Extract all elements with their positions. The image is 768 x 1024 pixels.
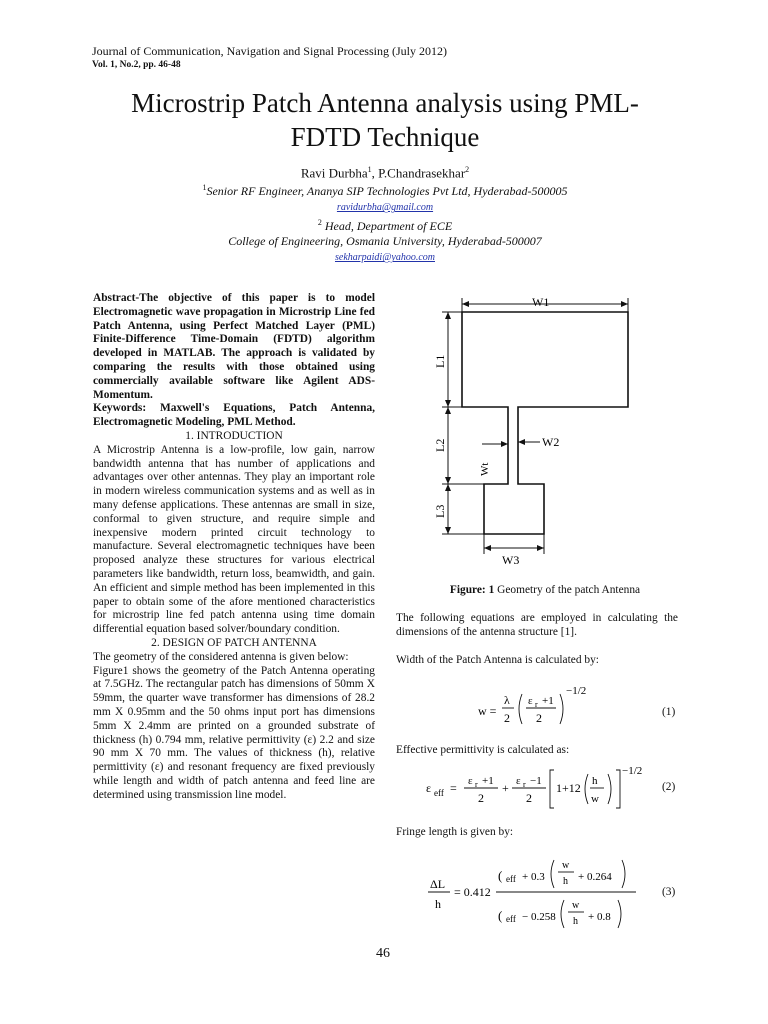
svg-text:=: =: [450, 781, 457, 795]
svg-text:− 0.258: − 0.258: [522, 911, 556, 923]
journal-name: Journal of Communication, Navigation and Signal Processing (July 2012): [92, 44, 447, 58]
svg-text:h: h: [563, 876, 568, 887]
abstract: Abstract-The objective of this paper is to model Electromagnetic wave propagation in Microstrip Line fed Patch Antenna, using Perfect Matched Layer (PML) Finite-Difference Time-Domain (FDTD) algorithm developed in MATLAB. The approach is validated by comparing the results with those obtained using commercially available software like Agilent ADS-Momentum.: [93, 292, 375, 401]
svg-text:+: +: [502, 781, 509, 795]
svg-text:w: w: [572, 900, 580, 911]
aff1-text: Senior RF Engineer, Ananya SIP Technologies Pvt Ltd, Hyderabad-500005: [206, 184, 568, 199]
svg-text:ε: ε: [516, 775, 521, 787]
svg-text:w =: w =: [478, 704, 497, 718]
email-2-link[interactable]: sekharpaidi@yahoo.com: [334, 252, 435, 264]
keywords: Keywords: Maxwell's Equations, Patch Antenna, Electromagnetic Modeling, PML Method.: [93, 402, 375, 429]
author-2: , P.Chandrasekhar: [371, 165, 466, 181]
intro-paragraph: A Microstrip Antenna is a low-profile, low gain, narrow bandwidth antenna that has number of applications and advantages over other antennas. They play an important role in modern wireless communication systems and as well as in many defense applications. These antennas are small in size, conformal to given structure, and require simple and inexpensive modern printed circuit technology to manufacture. Several electromagnetic techniques have been proposed analyze these structures for various electrical parameters like bandwidth, return loss, beamwidth, and gain. An efficient and simple method has been implemented in this paper to obtain some of the afore mentioned characteristics for microstrip line fed patch antenna using time domain differential equation based solver/boundary condition.: [93, 443, 375, 636]
equations-intro: The following equations are employed in calculating the dimensions of the antenna structure [1].: [396, 612, 678, 638]
author-2-sup: 2: [465, 165, 470, 174]
svg-text:w: w: [591, 793, 599, 805]
svg-text:ΔL: ΔL: [430, 877, 446, 891]
l1-label: L1: [433, 354, 447, 368]
figure-caption-label: Figure: 1: [449, 584, 495, 596]
svg-text:eff: eff: [434, 788, 444, 798]
w1-arrow-left: [462, 301, 469, 307]
svg-text:(: (: [498, 868, 503, 883]
svg-text:2: 2: [478, 791, 484, 805]
svg-text:ε: ε: [528, 695, 533, 707]
svg-text:ε: ε: [426, 781, 432, 795]
title-line-2: FDTD Technique: [290, 122, 480, 152]
aff1-sup: 1: [202, 183, 207, 193]
section-design-heading: 2. DESIGN OF PATCH ANTENNA: [151, 636, 317, 649]
svg-text:h: h: [592, 775, 598, 787]
equation-1-number: (1): [662, 706, 676, 718]
w1-arrow-right: [621, 301, 628, 307]
l1-arrow-bottom: [445, 400, 451, 407]
wt-label: Wt: [479, 462, 491, 476]
svg-text:r: r: [535, 700, 538, 709]
equation-2: [424, 762, 654, 812]
svg-text:w: w: [562, 860, 570, 871]
svg-text:+ 0.264: + 0.264: [578, 871, 612, 883]
wt-arrow: [501, 441, 508, 447]
equation-2-number: (2): [662, 781, 676, 793]
aff2-text: Head, Department of ECE: [321, 219, 453, 234]
svg-text:−1/2: −1/2: [566, 685, 587, 697]
figure-caption: [400, 584, 690, 596]
svg-text:+ 0.8: + 0.8: [588, 911, 611, 923]
section-introduction-heading: 1. INTRODUCTION: [185, 429, 283, 442]
author-1-sup: 1: [367, 165, 372, 174]
w3-arrow-right: [537, 545, 544, 551]
w1-label: W1: [532, 295, 550, 309]
svg-text:eff: eff: [506, 914, 516, 924]
eff-permittivity-heading: Effective permittivity is calculated as:: [396, 744, 570, 756]
w3-label: W3: [502, 553, 520, 567]
affiliation-2-college: College of Engineering, Osmania University, Hyderabad-500007: [228, 234, 542, 249]
aff2-sup: 2: [317, 218, 322, 228]
author-1: Ravi Durbha: [300, 165, 368, 181]
page-number: 46: [376, 946, 390, 961]
design-paragraph-2: Figure1 shows the geometry of the Patch Antenna operating at 7.5GHz. The rectangular patch has dimensions of 50mm X 59mm, the quarter wave transformer has dimensions of 28.2 mm X 0.95mm and the 50 ohms input port has dimensions 5mm X 2.4mm are printed on a grounded substrate of thickness (h) 0.794 mm, relative permittivity (ε) 2.2 and size 90 mm X 70 mm. The values of thickness (h), relative permittivity (ε) and resonant frequency are fixed previously while length and width of patch antenna and feed line are determined using transmission line model.: [93, 664, 375, 801]
svg-text:eff: eff: [506, 874, 516, 884]
width-heading: Width of the Patch Antenna is calculated by:: [396, 654, 599, 666]
svg-text:ε: ε: [468, 775, 473, 787]
svg-text:2: 2: [526, 791, 532, 805]
design-paragraph-1: The geometry of the considered antenna is given below:: [93, 650, 349, 663]
paper-title: [60, 86, 710, 154]
l2-arrow-top: [445, 407, 451, 414]
svg-text:2: 2: [504, 711, 510, 725]
author-names: [60, 162, 710, 180]
svg-text:r: r: [523, 780, 526, 789]
svg-text:(: (: [498, 908, 503, 923]
l2-arrow-bottom: [445, 477, 451, 484]
svg-text:λ: λ: [504, 693, 510, 707]
antenna-geometry-figure: [420, 292, 660, 582]
equation-3-number: (3): [662, 886, 676, 898]
w2-arrow: [518, 439, 525, 445]
fringe-length-heading: Fringe length is given by:: [396, 826, 514, 838]
l3-arrow-top: [445, 484, 451, 491]
svg-text:1+12: 1+12: [556, 781, 581, 795]
l3-arrow-bottom: [445, 527, 451, 534]
svg-text:+ 0.3: + 0.3: [522, 871, 545, 883]
patch-outline: [462, 312, 628, 534]
w3-arrow-left: [484, 545, 491, 551]
svg-text:−1/2: −1/2: [622, 765, 643, 777]
authors-block: [60, 162, 710, 265]
svg-text:h: h: [435, 897, 441, 911]
affiliation-1: [60, 180, 710, 199]
equation-1: [470, 682, 600, 730]
l1-arrow-top: [445, 312, 451, 319]
figure-caption-text: Geometry of the patch Antenna: [494, 584, 641, 596]
svg-text:r: r: [475, 780, 478, 789]
svg-text:+1: +1: [482, 775, 494, 787]
journal-header: [92, 44, 447, 72]
email-1-link[interactable]: ravidurbha@gmail.com: [336, 202, 434, 214]
affiliation-2: [60, 215, 710, 234]
l2-label: L2: [433, 438, 447, 452]
svg-text:h: h: [573, 916, 578, 927]
svg-text:= 0.412: = 0.412: [454, 885, 491, 899]
title-line-1: Microstrip Patch Antenna analysis using PML-: [131, 88, 639, 118]
journal-volume: Vol. 1, No.2, pp. 46-48: [92, 60, 181, 70]
svg-text:+1: +1: [542, 695, 554, 707]
svg-text:2: 2: [536, 711, 542, 725]
w2-label: W2: [542, 435, 560, 449]
l3-label: L3: [433, 504, 447, 518]
svg-text:−1: −1: [530, 775, 542, 787]
equation-3: [426, 852, 646, 936]
left-column: [93, 292, 375, 802]
